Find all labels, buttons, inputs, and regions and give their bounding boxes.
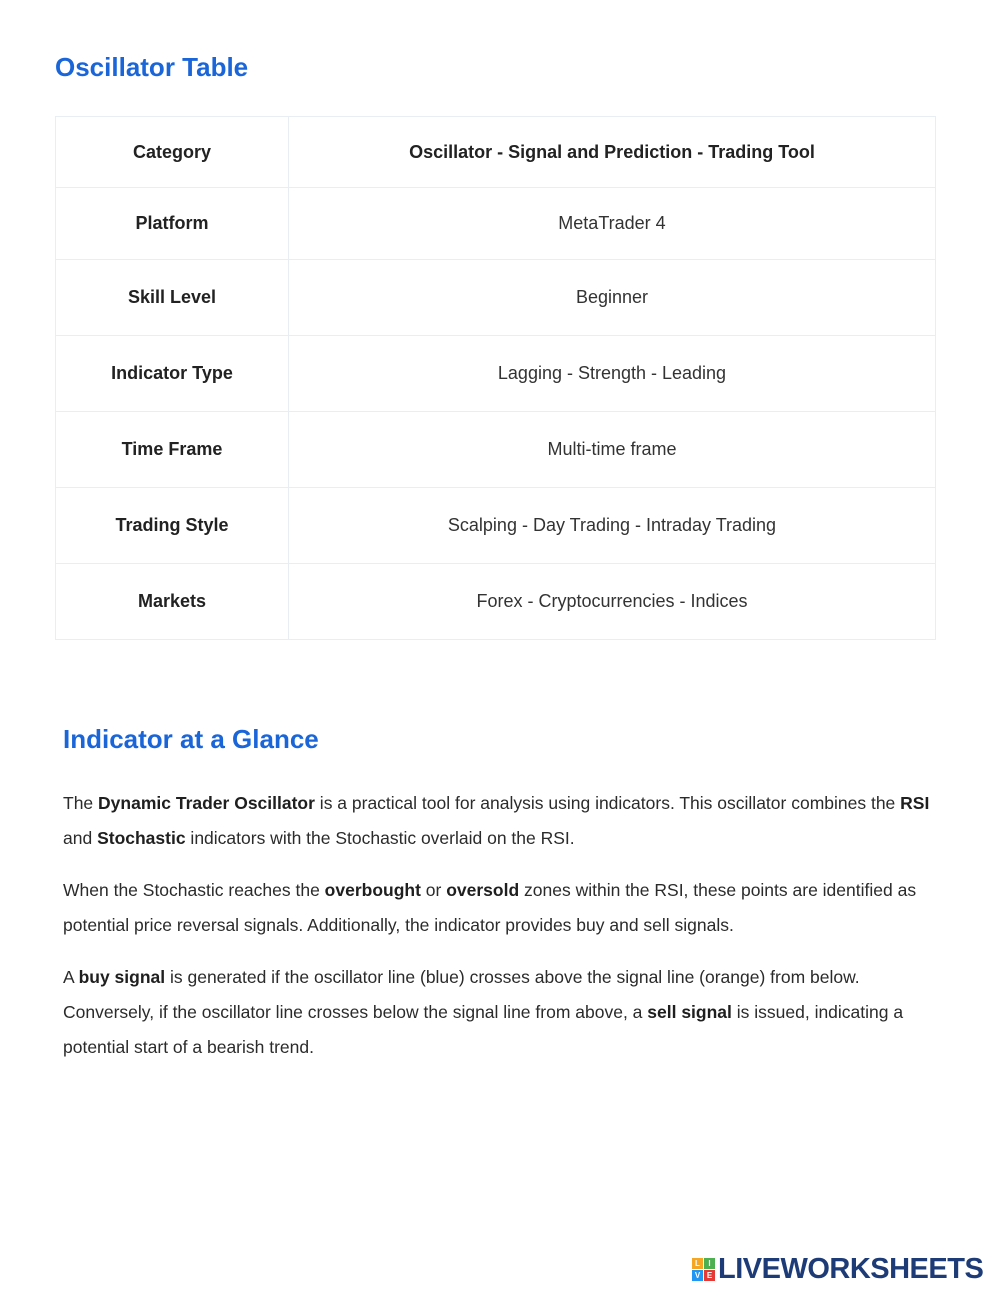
bold-text: Dynamic Trader Oscillator [98,793,315,813]
row-value: Forex - Cryptocurrencies - Indices [289,564,936,640]
paragraph-zones [63,873,953,943]
bold-text: overbought [324,880,421,900]
bold-text: sell signal [647,1002,732,1022]
logo-mark-cell: E [704,1270,715,1281]
row-label: Trading Style [56,488,289,564]
row-value: MetaTrader 4 [289,188,936,260]
text-span: indicators with the Stochastic overlaid on the RSI. [185,828,575,848]
paragraph-intro [63,786,953,856]
table-row [56,412,936,488]
text-span: is issued, indicating a potential start of a bearish trend. [63,1002,904,1057]
table-row [56,117,936,188]
table-row [56,488,936,564]
bold-text: RSI [900,793,930,813]
row-label: Markets [56,564,289,640]
logo-text: LIVEWORKSHEETS [718,1252,984,1285]
row-value: Scalping - Day Trading - Intraday Trading [289,488,936,564]
liveworksheets-logo [692,1253,983,1285]
oscillator-table-title: Oscillator Table [55,52,249,82]
row-value: Oscillator - Signal and Prediction - Trading Tool [289,117,936,188]
table-row [56,564,936,640]
bold-text: buy signal [78,967,166,987]
logo-mark-cell: I [704,1258,715,1269]
table-row [56,260,936,336]
bold-text: oversold [446,880,520,900]
text-span: is a practical tool for analysis using indicators. This oscillator combines the [314,793,901,813]
logo-mark-cell: V [692,1270,703,1281]
text-span: When the Stochastic reaches the [63,880,325,900]
logo-mark-icon [692,1258,715,1281]
row-label: Time Frame [56,412,289,488]
logo-mark-cell: L [692,1258,703,1269]
oscillator-table [55,116,936,640]
text-span: The [63,793,99,813]
glance-section-title: Indicator at a Glance [63,724,319,754]
bold-text: Stochastic [97,828,186,848]
row-value: Beginner [289,260,936,336]
text-span: zones within the RSI, these points are identified as potential price reversal signals. Additionally, the indicator provides buy and sell signals. [63,880,917,935]
text-span: A [63,967,79,987]
row-label: Platform [56,188,289,260]
row-label: Skill Level [56,260,289,336]
row-label: Indicator Type [56,336,289,412]
table-row [56,336,936,412]
text-span: and [63,828,98,848]
row-value: Lagging - Strength - Leading [289,336,936,412]
row-label: Category [56,117,289,188]
table-row [56,188,936,260]
paragraph-signals [63,960,953,1065]
text-span: or [420,880,447,900]
text-span: is generated if the oscillator line (blue) crosses above the signal line (orange) from below. Conversely, if the oscillator line crosses below the signal line from above, a [63,967,860,1022]
row-value: Multi-time frame [289,412,936,488]
